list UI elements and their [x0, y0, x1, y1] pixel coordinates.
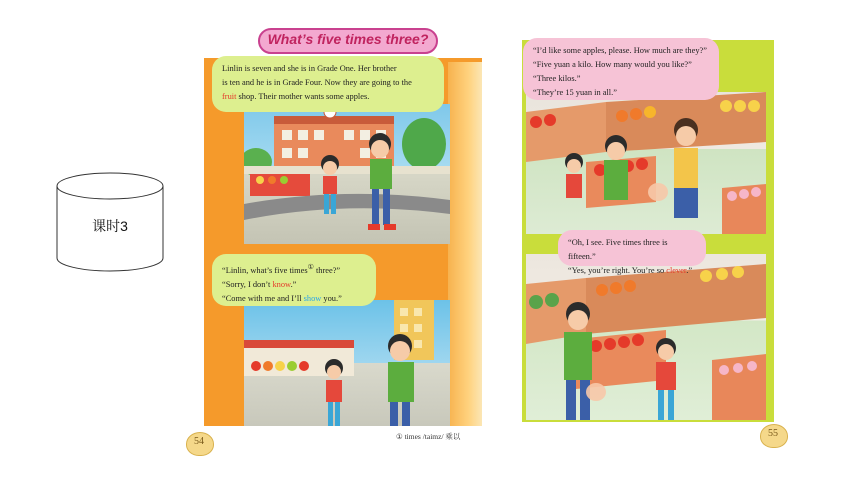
dialogue-line-2: “Yes, you’re right. You’re so clever.”: [568, 266, 693, 275]
dialogue-line-1: “Linlin, what’s five times① three?”: [222, 263, 341, 275]
page-title: What’s five times three?: [267, 31, 429, 47]
vocab-know: know: [272, 279, 291, 289]
dialogue-line-4: “They’re 15 yuan in all.”: [533, 88, 617, 97]
page-number-right: 55: [768, 428, 778, 439]
illustration-buying-apples: [526, 92, 766, 234]
dialogue-line-2: “Sorry, I don’t know.”: [222, 279, 297, 289]
footnote: ① times /taimz/ 乘以: [396, 432, 461, 441]
dialogue-line-3: “Three kilos.”: [533, 74, 581, 83]
vocab-show: show: [303, 293, 322, 303]
illustration-fifteen: [526, 254, 766, 420]
vocab-fruit: fruit: [222, 92, 237, 101]
footnote-marker: ①: [307, 263, 314, 271]
dialogue-bubble-shopping: [523, 38, 719, 100]
narration-line-1: Linlin is seven and she is in Grade One. Her brother: [222, 64, 397, 73]
dialogue-line-3: “Come with me and I’ll show you.”: [222, 293, 342, 303]
dialogue-bubble-answer: [558, 230, 706, 275]
lesson-label: 课时3: [92, 218, 128, 234]
dialogue-line-1: “I’d like some apples, please. How much are they?”: [533, 46, 707, 55]
vocab-clever: clever: [666, 266, 687, 275]
narration-line-2: is ten and he is in Grade Four. Now they are going to the: [222, 78, 412, 87]
dialogue-line-2: “Five yuan a kilo. How many would you like?”: [533, 60, 692, 69]
narration-line-3: fruit shop. Their mother wants some apples.: [222, 92, 370, 101]
dialogue-line-1: “Oh, I see. Five times three is fifteen.”: [568, 238, 668, 261]
illustration-asking-question: [244, 300, 450, 426]
illustration-walking-to-shop: [244, 104, 450, 244]
left-page-fold: [448, 62, 482, 426]
dialogue-bubble-question: [212, 254, 376, 306]
narration-bubble: [212, 56, 444, 112]
page-number-left: 54: [194, 436, 204, 447]
